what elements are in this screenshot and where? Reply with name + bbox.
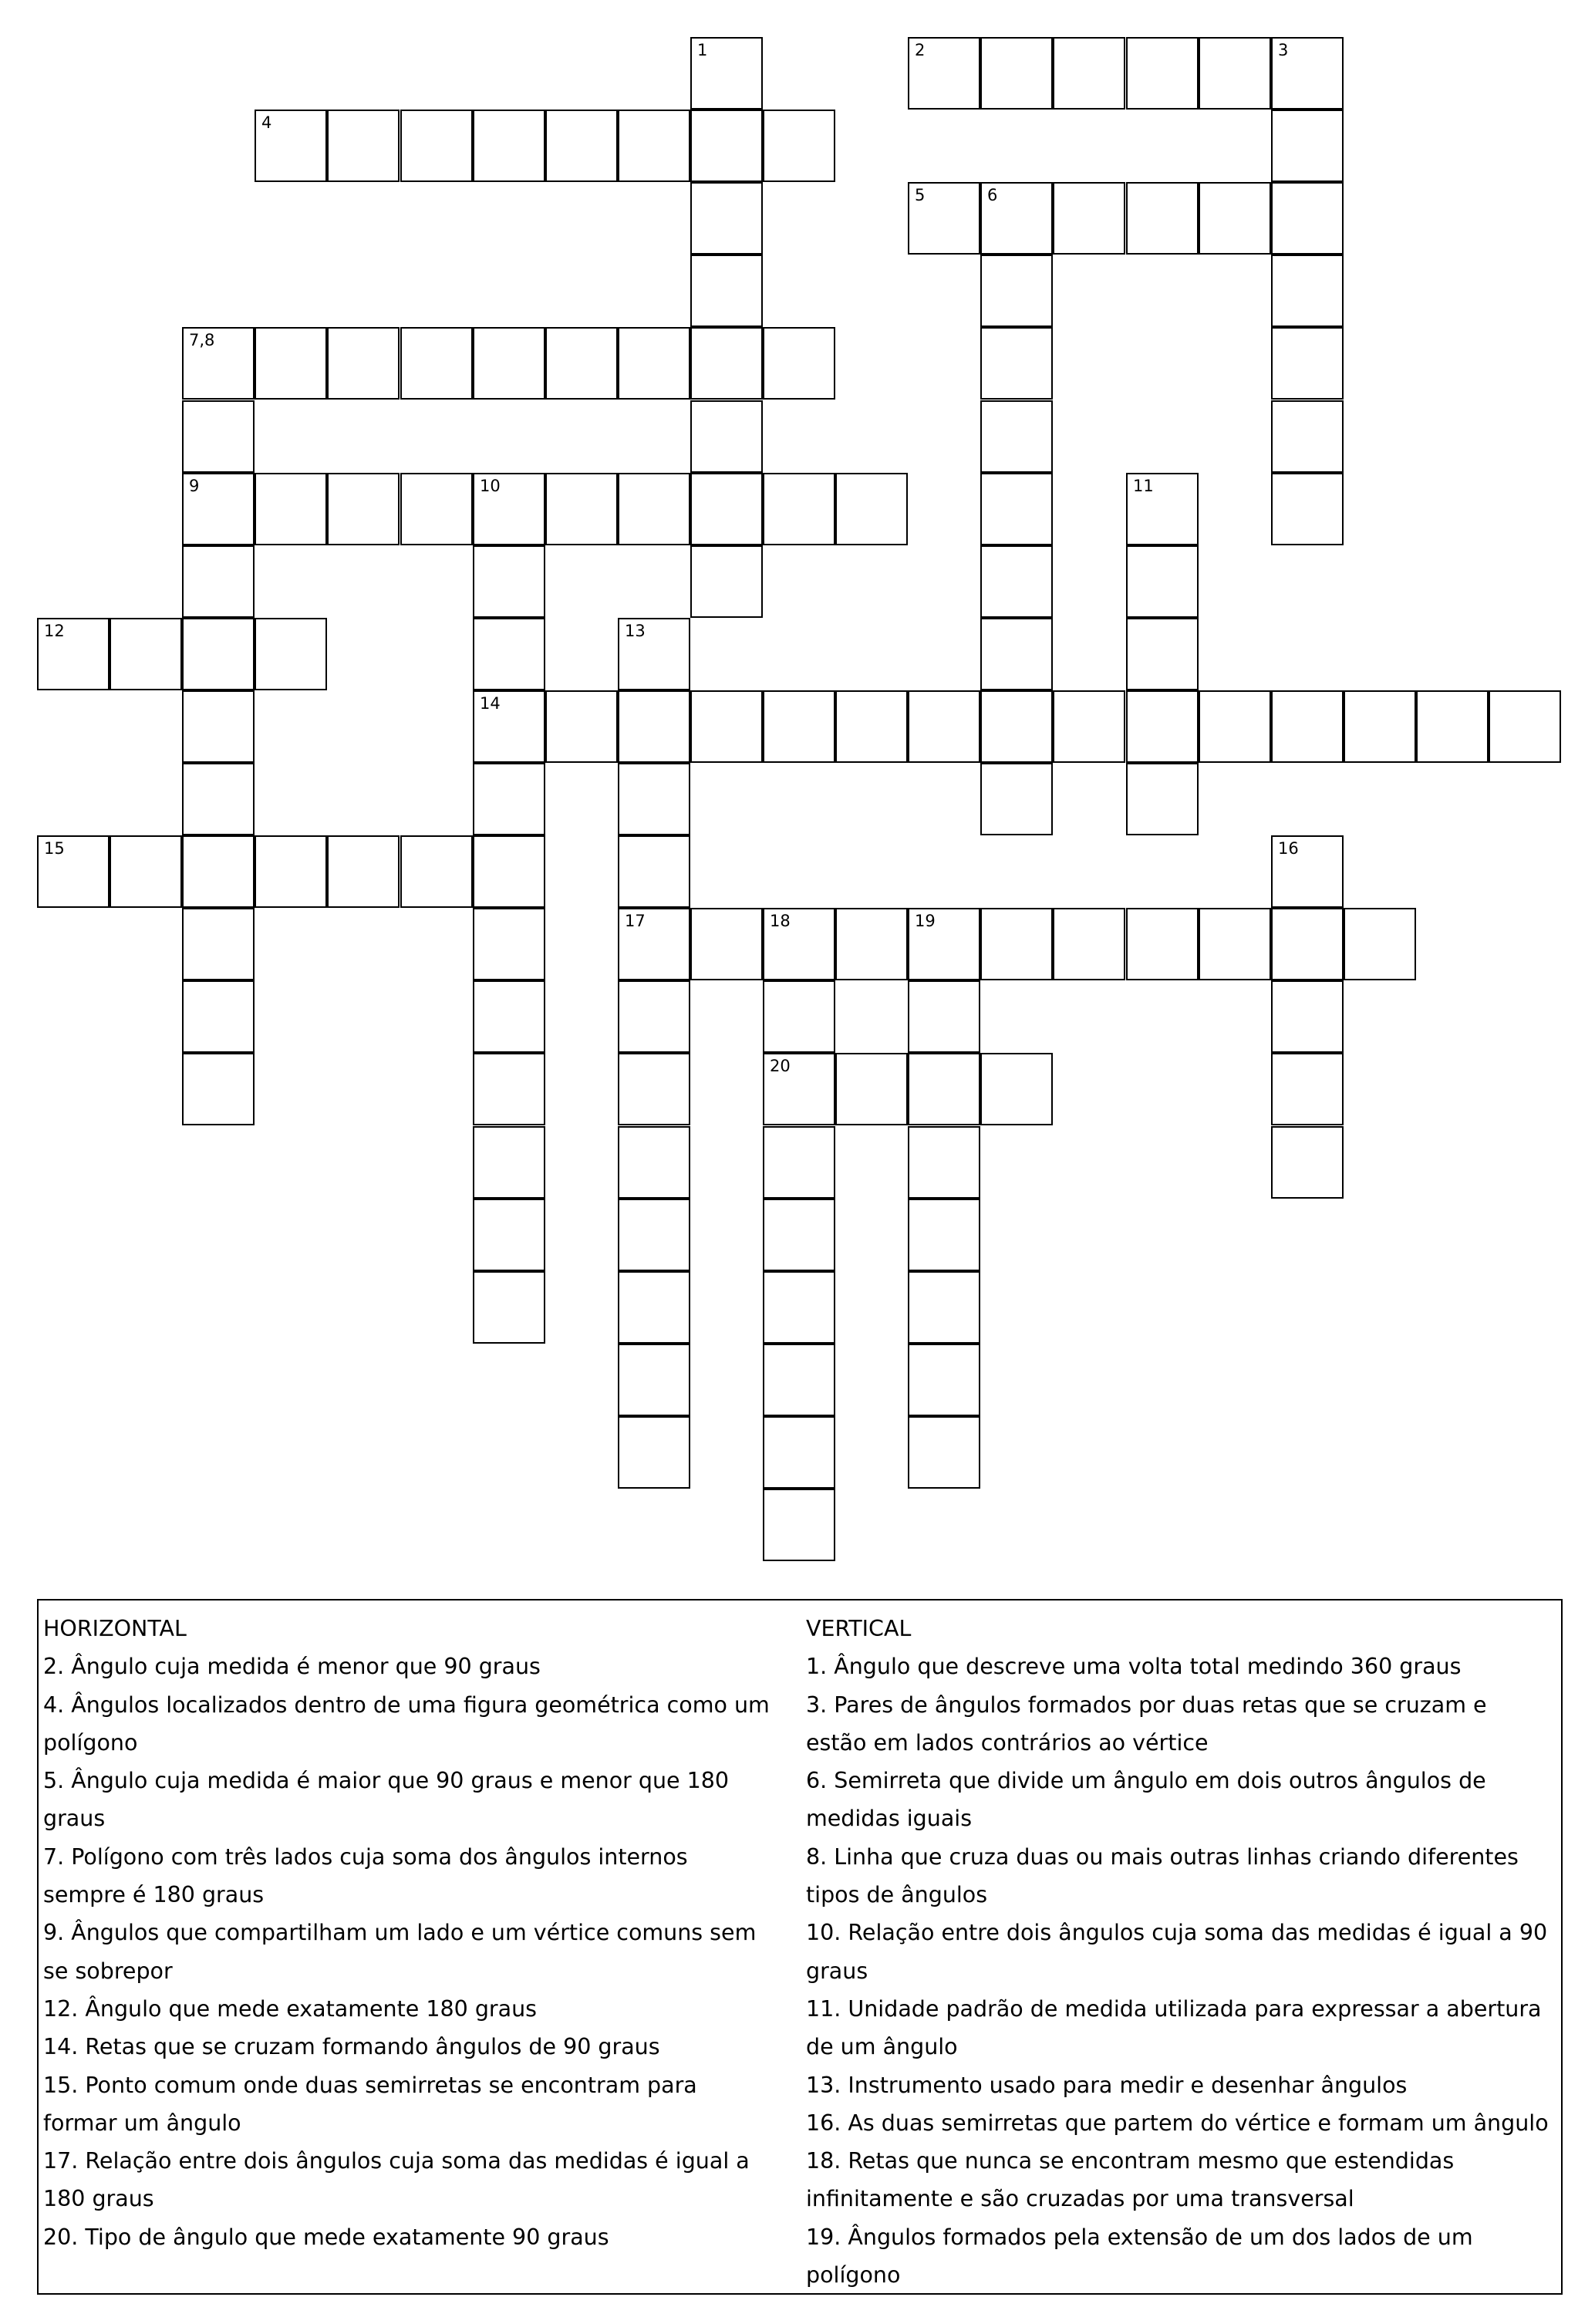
grid-cell[interactable] [1271, 980, 1344, 1053]
grid-cell[interactable] [473, 690, 545, 763]
grid-cell[interactable] [763, 980, 835, 1053]
clue-h-14: 14. Retas que se cruzam formando ângulos de 90 graus [43, 2034, 660, 2060]
clue-number: 1 [697, 41, 708, 59]
clue-number: 5 [915, 186, 926, 204]
grid-cell[interactable] [908, 1199, 980, 1271]
grid-cell[interactable] [473, 980, 545, 1053]
grid-cell[interactable] [690, 473, 763, 545]
clue-number: 15 [44, 839, 65, 858]
grid-cell[interactable] [690, 545, 763, 618]
grid-cell[interactable] [1271, 400, 1344, 473]
grid-cell[interactable] [835, 473, 908, 545]
grid-cell[interactable] [1126, 182, 1199, 255]
grid-cell[interactable] [690, 110, 763, 182]
grid-cell[interactable] [1126, 908, 1199, 980]
grid-cell[interactable] [400, 327, 473, 400]
grid-cell[interactable] [763, 473, 835, 545]
grid-cell[interactable] [37, 618, 110, 690]
clue-v-6: 6. Semirreta que divide um ângulo em dois outros ângulos de medidas iguais [806, 1768, 1486, 1832]
grid-cell[interactable] [400, 110, 473, 182]
clue-number: 20 [770, 1057, 791, 1075]
grid-cell[interactable] [327, 110, 400, 182]
clue-h-9: 9. Ângulos que compartilham um lado e um vértice comuns sem se sobrepor [43, 1920, 757, 1984]
grid-cell[interactable] [1126, 763, 1199, 835]
grid-cell[interactable] [618, 327, 690, 400]
grid-cell[interactable] [110, 618, 182, 690]
grid-cell[interactable] [1199, 37, 1271, 110]
grid-cell[interactable] [182, 327, 255, 400]
grid-cell[interactable] [1126, 473, 1199, 545]
grid-cell[interactable] [980, 255, 1053, 327]
grid-cell[interactable] [980, 37, 1053, 110]
grid-cell[interactable] [255, 618, 327, 690]
grid-cell[interactable] [980, 1053, 1053, 1125]
clue-v-16: 16. As duas semirretas que partem do vértice e formam um ângulo [806, 2110, 1549, 2136]
grid-cell[interactable] [980, 618, 1053, 690]
grid-cell[interactable] [908, 1053, 980, 1125]
grid-cell[interactable] [473, 1271, 545, 1344]
grid-cell[interactable] [473, 110, 545, 182]
grid-cell[interactable] [1271, 110, 1344, 182]
grid-cell[interactable] [835, 908, 908, 980]
grid-cell[interactable] [690, 908, 763, 980]
clue-h-20: 20. Tipo de ângulo que mede exatamente 90 graus [43, 2224, 609, 2250]
grid-cell[interactable] [980, 327, 1053, 400]
clue-v-8: 8. Linha que cruza duas ou mais outras linhas criando diferentes tipos de ângulos [806, 1843, 1519, 1908]
grid-cell[interactable] [618, 1126, 690, 1199]
grid-cell[interactable] [690, 255, 763, 327]
grid-cell[interactable] [473, 908, 545, 980]
grid-cell[interactable] [1271, 37, 1344, 110]
clue-v-18: 18. Retas que nunca se encontram mesmo que estendidas infinitamente e são cruzadas por uma transversal [806, 2148, 1455, 2212]
grid-cell[interactable] [110, 835, 182, 908]
grid-cell[interactable] [618, 690, 690, 763]
clue-number: 12 [44, 622, 65, 640]
grid-cell[interactable] [908, 37, 980, 110]
clue-v-10: 10. Relação entre dois ângulos cuja soma das medidas é igual a 90 graus [806, 1920, 1548, 1984]
grid-cell[interactable] [618, 1344, 690, 1416]
grid-cell[interactable] [1271, 327, 1344, 400]
grid-cell[interactable] [327, 835, 400, 908]
grid-cell[interactable] [618, 1416, 690, 1489]
grid-cell[interactable] [182, 835, 255, 908]
grid-cell[interactable] [980, 690, 1053, 763]
clue-number: 9 [189, 477, 200, 495]
grid-cell[interactable] [1199, 182, 1271, 255]
grid-cell[interactable] [1199, 690, 1271, 763]
clue-number: 4 [261, 113, 272, 132]
grid-cell[interactable] [400, 835, 473, 908]
grid-cell[interactable] [763, 1126, 835, 1199]
clue-number: 13 [625, 622, 646, 640]
grid-cell[interactable] [1271, 255, 1344, 327]
clue-h-2: 2. Ângulo cuja medida é menor que 90 graus [43, 1654, 541, 1680]
grid-cell[interactable] [473, 618, 545, 690]
grid-cell[interactable] [473, 1199, 545, 1271]
grid-cell[interactable] [37, 835, 110, 908]
clue-v-1: 1. Ângulo que descreve uma volta total medindo 360 graus [806, 1654, 1462, 1680]
grid-cell[interactable] [1126, 545, 1199, 618]
clue-number: 10 [480, 477, 501, 495]
grid-cell[interactable] [908, 1344, 980, 1416]
grid-cell[interactable] [400, 473, 473, 545]
clue-h-17: 17. Relação entre dois ângulos cuja soma das medidas é igual a 180 graus [43, 2148, 750, 2212]
grid-cell[interactable] [1344, 690, 1416, 763]
grid-cell[interactable] [182, 400, 255, 473]
grid-cell[interactable] [908, 690, 980, 763]
clue-number: 14 [480, 694, 501, 713]
grid-cell[interactable] [1271, 1126, 1344, 1199]
grid-cell[interactable] [1126, 37, 1199, 110]
grid-cell[interactable] [690, 37, 763, 110]
grid-cell[interactable] [1271, 1053, 1344, 1125]
clue-number: 17 [625, 912, 646, 930]
clues-box [37, 1599, 1563, 2295]
grid-cell[interactable] [908, 908, 980, 980]
grid-cell[interactable] [618, 835, 690, 908]
grid-cell[interactable] [980, 908, 1053, 980]
grid-cell[interactable] [690, 400, 763, 473]
grid-cell[interactable] [690, 327, 763, 400]
grid-cell[interactable] [182, 473, 255, 545]
clue-number: 18 [770, 912, 791, 930]
clue-v-3: 3. Pares de ângulos formados por duas retas que se cruzam e estão em lados contrários ao vértice [806, 1692, 1487, 1756]
grid-cell[interactable] [327, 327, 400, 400]
grid-cell[interactable] [327, 473, 400, 545]
grid-cell[interactable] [182, 545, 255, 618]
grid-cell[interactable] [1199, 908, 1271, 980]
clue-h-4: 4. Ângulos localizados dentro de uma figura geométrica como um polígono [43, 1692, 770, 1756]
grid-cell[interactable] [618, 1271, 690, 1344]
grid-cell[interactable] [1416, 690, 1489, 763]
vertical-clues [806, 1610, 1554, 2294]
grid-cell[interactable] [763, 1416, 835, 1489]
grid-cell[interactable] [1271, 835, 1344, 908]
grid-cell[interactable] [182, 1053, 255, 1125]
grid-cell[interactable] [1344, 908, 1416, 980]
clue-number: 3 [1278, 41, 1289, 59]
grid-cell[interactable] [618, 980, 690, 1053]
clue-number: 16 [1278, 839, 1299, 858]
grid-cell[interactable] [255, 473, 327, 545]
horizontal-heading: HORIZONTAL [43, 1616, 187, 1641]
grid-cell[interactable] [763, 1344, 835, 1416]
grid-cell[interactable] [763, 1053, 835, 1125]
clue-h-7: 7. Polígono com três lados cuja soma dos ângulos internos sempre é 180 graus [43, 1843, 688, 1908]
clue-number: 19 [915, 912, 936, 930]
grid-cell[interactable] [182, 980, 255, 1053]
grid-cell[interactable] [908, 1271, 980, 1344]
grid-cell[interactable] [1271, 473, 1344, 545]
grid-cell[interactable] [473, 327, 545, 400]
clue-number: 2 [915, 41, 926, 59]
clue-v-13: 13. Instrumento usado para medir e desenhar ângulos [806, 2072, 1408, 2098]
grid-cell[interactable] [980, 182, 1053, 255]
grid-cell[interactable] [980, 473, 1053, 545]
grid-cell[interactable] [618, 763, 690, 835]
clue-h-12: 12. Ângulo que mede exatamente 180 graus [43, 1995, 538, 2022]
grid-cell[interactable] [545, 690, 618, 763]
grid-cell[interactable] [1271, 690, 1344, 763]
grid-cell[interactable] [255, 835, 327, 908]
grid-cell[interactable] [1053, 37, 1125, 110]
grid-cell[interactable] [545, 110, 618, 182]
grid-cell[interactable] [182, 763, 255, 835]
grid-cell[interactable] [618, 908, 690, 980]
grid-cell[interactable] [1053, 182, 1125, 255]
grid-cell[interactable] [1126, 690, 1199, 763]
clue-h-5: 5. Ângulo cuja medida é maior que 90 graus e menor que 180 graus [43, 1768, 730, 1832]
grid-cell[interactable] [618, 1199, 690, 1271]
grid-cell[interactable] [1271, 182, 1344, 255]
grid-cell[interactable] [473, 545, 545, 618]
grid-cell[interactable] [763, 1271, 835, 1344]
grid-cell[interactable] [255, 110, 327, 182]
grid-cell[interactable] [763, 110, 835, 182]
grid-cell[interactable] [763, 327, 835, 400]
grid-cell[interactable] [980, 545, 1053, 618]
grid-cell[interactable] [980, 763, 1053, 835]
grid-cell[interactable] [545, 327, 618, 400]
grid-cell[interactable] [182, 908, 255, 980]
grid-cell[interactable] [618, 473, 690, 545]
grid-cell[interactable] [690, 690, 763, 763]
grid-cell[interactable] [1053, 908, 1125, 980]
grid-cell[interactable] [618, 618, 690, 690]
grid-cell[interactable] [835, 690, 908, 763]
grid-cell[interactable] [1489, 690, 1561, 763]
grid-cell[interactable] [1271, 908, 1344, 980]
grid-cell[interactable] [473, 473, 545, 545]
grid-cell[interactable] [473, 1053, 545, 1125]
grid-cell[interactable] [473, 763, 545, 835]
grid-cell[interactable] [835, 1053, 908, 1125]
grid-cell[interactable] [690, 182, 763, 255]
clue-number: 6 [987, 186, 998, 204]
clue-number: 11 [1133, 477, 1154, 495]
grid-cell[interactable] [763, 908, 835, 980]
grid-cell[interactable] [182, 618, 255, 690]
clue-v-11: 11. Unidade padrão de medida utilizada para expressar a abertura de um ângulo [806, 1995, 1542, 2060]
grid-cell[interactable] [908, 182, 980, 255]
clue-v-19: 19. Ângulos formados pela extensão de um dos lados de um polígono [806, 2224, 1473, 2289]
grid-cell[interactable] [545, 473, 618, 545]
vertical-heading: VERTICAL [806, 1616, 912, 1641]
grid-cell[interactable] [980, 400, 1053, 473]
grid-cell[interactable] [763, 690, 835, 763]
grid-cell[interactable] [763, 1199, 835, 1271]
grid-cell[interactable] [908, 1416, 980, 1489]
grid-cell[interactable] [618, 110, 690, 182]
grid-cell[interactable] [255, 327, 327, 400]
grid-cell[interactable] [908, 980, 980, 1053]
grid-cell[interactable] [473, 1126, 545, 1199]
grid-cell[interactable] [763, 1489, 835, 1561]
horizontal-clues [43, 1610, 776, 2256]
grid-cell[interactable] [908, 1126, 980, 1199]
clue-h-15: 15. Ponto comum onde duas semirretas se encontram para formar um ângulo [43, 2072, 697, 2136]
grid-cell[interactable] [473, 835, 545, 908]
grid-cell[interactable] [182, 690, 255, 763]
grid-cell[interactable] [618, 1053, 690, 1125]
clue-number: 7,8 [189, 331, 215, 349]
grid-cell[interactable] [1053, 690, 1125, 763]
grid-cell[interactable] [1126, 618, 1199, 690]
